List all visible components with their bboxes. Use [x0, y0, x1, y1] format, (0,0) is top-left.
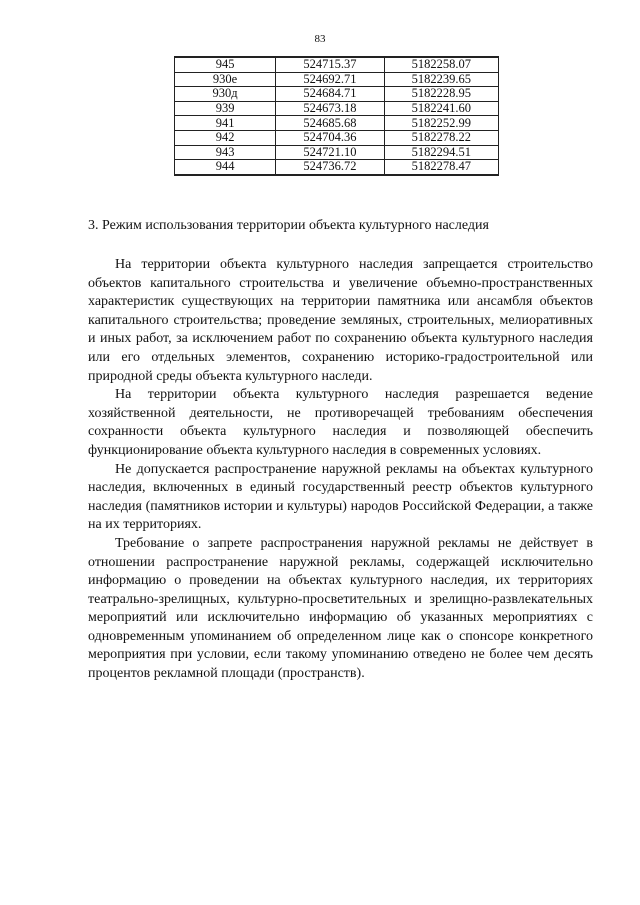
point-number-cell: 945 [175, 57, 276, 72]
y-coordinate-cell: 5182278.47 [384, 160, 498, 175]
x-coordinate-cell: 524673.18 [276, 101, 384, 116]
paragraph: На территории объекта культурного наследия запрещается строительство объектов капитального строительства и увеличение объемно-пространственных характеристик существующих на территории памятника или ансамбля объектов капитального строительства; проведение земляных, строительных, мелиоративных и иных работ, за исключением работ по сохранению объекта культурного наследия или его отдельных элементов, сохранению историко-градостроительной или природной среды объекта культурного наследи. [88, 257, 593, 384]
table-row [175, 57, 499, 72]
y-coordinate-cell: 5182294.51 [384, 145, 498, 160]
point-number-cell: 930д [175, 87, 276, 102]
y-coordinate-cell: 5182258.07 [384, 57, 498, 72]
table-row [175, 145, 499, 160]
x-coordinate-cell: 524704.36 [276, 130, 384, 145]
y-coordinate-cell: 5182278.22 [384, 130, 498, 145]
x-coordinate-cell: 524715.37 [276, 57, 384, 72]
paragraph: На территории объекта культурного наследия разрешается ведение хозяйственной деятельности, не противоречащей требованиям обеспечения сохранности объекта культурного наследия и позволяющей обеспечить функционирование объекта культурного наследия в современных условиях. [88, 387, 593, 458]
x-coordinate-cell: 524736.72 [276, 160, 384, 175]
paragraph: Не допускается распространение наружной рекламы на объектах культурного наследия, включенных в единый государственный реестр объектов культурного наследия (памятников истории и культуры) народов Российской Федерации, а также на их территориях. [88, 461, 593, 533]
table-row [175, 130, 499, 145]
table-row [175, 116, 499, 131]
x-coordinate-cell: 524685.68 [276, 116, 384, 131]
point-number-cell: 930е [175, 72, 276, 87]
point-number-cell: 941 [175, 116, 276, 131]
table-row [175, 160, 499, 175]
y-coordinate-cell: 5182239.65 [384, 72, 498, 87]
y-coordinate-cell: 5182228.95 [384, 87, 498, 102]
table-row [175, 72, 499, 87]
page-number: 83 [314, 33, 326, 45]
coordinates-table [174, 56, 499, 176]
y-coordinate-cell: 5182252.99 [384, 116, 498, 131]
section-body [88, 256, 593, 684]
section-heading: 3. Режим использования территории объекта культурного наследия [88, 218, 489, 233]
point-number-cell: 942 [175, 130, 276, 145]
y-coordinate-cell: 5182241.60 [384, 101, 498, 116]
paragraph: Требование о запрете распространения наружной рекламы не действует в отношении распространение наружной рекламы, содержащей исключительно информацию о проведении на объектах культурного наследия, их территориях театрально-зрелищных, культурно-просветительных и зрелищно-развлекательных мероприятий или исключительно информацию об указанных мероприятиях с одновременным упоминанием об определенном лице как о спонсоре конкретного мероприятия при условии, если такому упоминанию отведено не более чем десять процентов рекламной площади (пространств). [88, 535, 593, 682]
x-coordinate-cell: 524684.71 [276, 87, 384, 102]
point-number-cell: 939 [175, 101, 276, 116]
point-number-cell: 944 [175, 160, 276, 175]
x-coordinate-cell: 524692.71 [276, 72, 384, 87]
table-row [175, 87, 499, 102]
table-row [175, 101, 499, 116]
point-number-cell: 943 [175, 145, 276, 160]
x-coordinate-cell: 524721.10 [276, 145, 384, 160]
